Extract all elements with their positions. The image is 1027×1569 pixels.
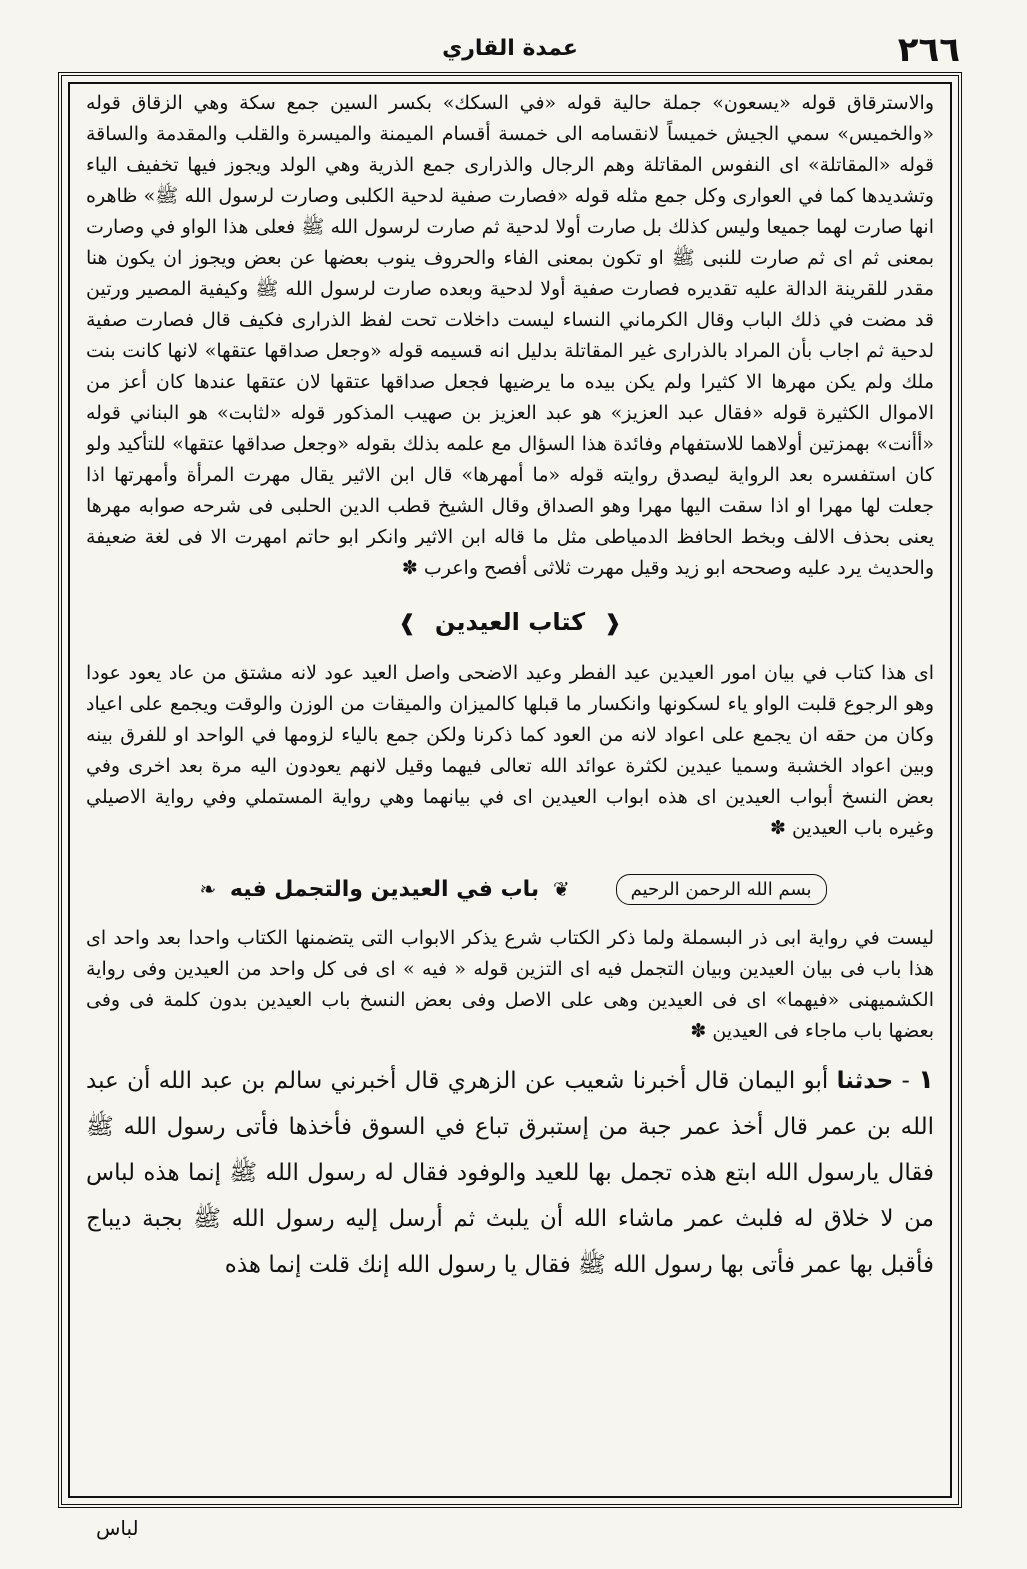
hadith-body: أبو اليمان قال أخبرنا شعيب عن الزهري قال أخبرني سالم بن عبد الله أن عبد الله بن عمر قال أخذ عمر جبة من إستبرق تباع في السوق فأخذها فأتى رسول الله ﷺ فقال يارسول الله ابتع هذه تجمل بها للعيد والوفود فقال له رسول الله ﷺ إنما هذه لباس من لا خلاق له فلبث عمر ماشاء الله أن يلبث ثم أرسل إليه رسول الله ﷺ بجبة ديباج فأقبل بها عمر فأتى بها رسول الله ﷺ فقال يا رسول الله إنك قلت إنما هذه — [86, 1068, 934, 1278]
basmala-cartouche: بسم الله الرحمن الرحيم — [616, 874, 827, 905]
ornament-flourish-icon: ❧ — [199, 877, 217, 901]
ornament-bracket-left-icon: ❱ — [398, 611, 417, 636]
hadith-text: ١ - حدثنا أبو اليمان قال أخبرنا شعيب عن الزهري قال أخبرني سالم بن عبد الله أن عبد الله بن عمر قال أخذ عمر جبة من إستبرق تباع في السوق فأخذها فأتى رسول الله ﷺ فقال يارسول الله ابتع هذه تجمل بها للعيد والوفود فقال له رسول الله ﷺ إنما هذه لباس من لا خلاق له فلبث عمر ماشاء الله أن يلبث ثم أرسل إليه رسول الله ﷺ بجبة ديباج فأقبل بها عمر فأتى بها رسول الله ﷺ فقال يا رسول الله إنك قلت إنما هذه — [86, 1065, 934, 1278]
commentary-paragraph: ليست في رواية ابى ذر البسملة ولما ذكر الكتاب شرع يذكر الابواب التى يتضمنها الكتاب واحدا بعد واحد اى هذا باب فى بيان العيدين وبيان التجمل فيه اى التزين قوله « فيه » اى فى كل واحد من العيدين وفى رواية الكشميهنى «فيهما» اى فى العيدين وهى على الاصل وفى بعض النسخ باب العيدين بدون كلمة فى وفى بعضها باب ماجاء فى العيدين ✽ — [86, 927, 934, 1042]
kitab-title: كتاب العيدين — [434, 608, 586, 636]
catchword: لباس — [96, 1516, 139, 1540]
page-content — [86, 88, 934, 1498]
hadith-number: ١ — [918, 1065, 934, 1095]
page-header — [60, 30, 960, 72]
bab-heading — [193, 877, 575, 902]
book-title: عمدة القاري — [442, 36, 578, 61]
chapter-heading-row — [86, 874, 934, 905]
ornament-bracket-right-icon: ❰ — [603, 611, 622, 636]
hadith-opening: حدثنا — [836, 1068, 894, 1094]
ornament-flourish-icon: ❦ — [552, 877, 570, 901]
commentary-paragraph: اى هذا كتاب في بيان امور العيدين عيد الفطر وعيد الاضحى واصل العيد عود لانه مشتق من عاد يعود عودا وهو الرجوع قلبت الواو ياء لسكونها وانكسار ما قبلها كالميزان والميقات من الوزن والوقت ويجمع على اعياد وكان من حقه ان يجمع على اعواد لانه من العود كما ذكرنا ولكن جمع بالياء لزومها في الواحد او للفرق بينه وبين اعواد الخشبة وسميا عيدين لكثرة عوائد الله تعالى فيهما وقيل لانهم يعودون اليه مرة بعد اخرى وفي بعض النسخ أبواب العيدين اى هذه ابواب العيدين اى في بيانهما وهي رواية المستملي وفي رواية الاصيلي وغيره باب العيدين ✽ — [86, 662, 934, 839]
kitab-heading — [86, 602, 934, 644]
commentary-paragraph: والاسترقاق قوله «يسعون» جملة حالية قوله «في السكك» بكسر السين جمع سكة وهي الزقاق قوله «والخميس» سمي الجيش خميساً لانقسامه الى خمسة أقسام الميمنة والميسرة والقلب والمقدمة والساقة قوله «المقاتلة» اى النفوس المقاتلة وهم الرجال والذرارى جمع الذرية وهي الولد ويجوز فيها تخفيف الياء وتشديدها كما في العوارى وكل جمع مثله قوله «فصارت صفية لدحية الكلبى وصارت لرسول الله ﷺ» ظاهره انها صارت لهما جميعا وليس كذلك بل صارت أولا لدحية ثم صارت لرسول الله ﷺ فعلى هذا الواو في وصارت بمعنى ثم اى ثم صارت للنبى ﷺ او تكون بمعنى الفاء والحروف ينوب بعضها عن بعض ويجوز ان يكون هنا مقدر للقرينة الدالة عليه تقديره فصارت صفية أولا لدحية وبعده صارت لرسول الله ﷺ وكيفية المصير ورتين قد مضت في ذلك الباب وقال الكرماني النساء ليست داخلات تحت لفظ الذرارى فكيف قال فصارت صفية لدحية ثم اجاب بأن المراد بالذرارى غير المقاتلة بدليل انه قسيمه قوله «وجعل صداقها عتقها» لانها كانت بنت ملك ولم يكن مهرها الا كثيرا ولم يكن بيده ما يرضيها فجعل صداقها عتقها لان عتقها عندها كان أعز من الاموال الكثيرة قوله «فقال عبد العزيز» هو عبد العزيز بن صهيب المذكور قوله «لثابت» هو البناني قوله «أأنت» بهمزتين أولاهما للاستفهام وفائدة هذا السؤال مع علمه بذلك بقوله «وجعل صداقها عتقها» للتأكيد ولو كان استفسره بعد الرواية ليصدق روايته قوله «ما أمهرها» قال ابن الاثير يقال مهرت المرأة وأمهرتها اذا جعلت لها مهرا او اذا سقت اليها مهرا وهو الصداق وقال الشيخ قطب الدين الحلبى فى شرحه صوابه مهرها يعنى بحذف الالف وبخط الحافظ الدمياطى مثل ما قاله ابن الاثير وانكر ابو حاتم امهرت الا فى لغة ضعيفة والحديث يرد عليه وصححه ابو زيد وقيل مهرت ثلاثى أفصح واعرب ✽ — [86, 92, 934, 579]
bab-title: باب في العيدين والتجمل فيه — [229, 877, 540, 902]
page-number: ٢٦٦ — [897, 30, 960, 70]
